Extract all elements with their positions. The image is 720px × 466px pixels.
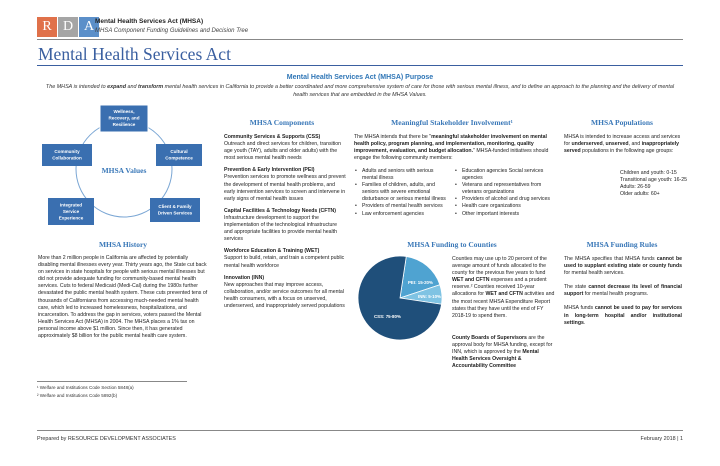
svg-text:Community: Community: [54, 149, 80, 154]
svg-text:Experience: Experience: [58, 215, 84, 221]
pie-label: CSS: 75-80%: [374, 314, 401, 319]
list-item: • Education agencies Social services agencies: [454, 168, 556, 182]
age-group: Transitional age youth: 16-25: [620, 177, 687, 184]
components-heading: MHSA Components: [249, 118, 315, 127]
svg-text:Cultural: Cultural: [170, 149, 188, 154]
values-heading: MHSA Values: [101, 166, 147, 175]
component-pei: Prevention & Early Intervention (PEI) Prevention services to promote wellness and prevent the development of mental health problems, and early intervention services to screen and intervene in early signs of mental health issues: [224, 167, 346, 202]
funding-rule-1: The MHSA specifies that MHSA funds cannot be used to supplant existing state or county funds for mental health services.: [564, 256, 683, 277]
title-divider: [37, 65, 683, 66]
footnote-1: ¹ Welfare and Institutions Code Section 5848(a): [37, 385, 134, 390]
list-item: • Health care organizations: [454, 203, 556, 210]
logo-letter-a: A: [79, 17, 99, 37]
svg-text:Client & Family: Client & Family: [158, 204, 192, 209]
component-cftn: Capital Facilities & Technology Needs (CFTN) Infrastructure development to support the implementation of the technological infrastructure and appropriate facilities to provide mental health services: [224, 207, 338, 243]
values-diagram: [38, 103, 210, 233]
page-title: Mental Health Services Act: [38, 44, 231, 64]
svg-text:Wellness,: Wellness,: [113, 109, 135, 114]
component-inn: Innovation (INN) New approaches that may improve access, collaboration, and/or service outcomes for all mental health consumers, with a focus on unserved, underserved, and inappropriately served populations: [224, 274, 345, 309]
list-item: • Providers of mental health services: [354, 203, 450, 210]
stakeholder-heading: Meaningful Stakeholder Involvement¹: [391, 118, 513, 127]
logo-letter-d: D: [58, 17, 78, 37]
pie-label: PEI: 15-20%: [408, 280, 433, 285]
footnote-divider: [37, 381, 187, 382]
funding-counties-heading: MHSA Funding to Counties: [407, 240, 497, 249]
value-node-integrated: [48, 198, 94, 225]
svg-text:Integrated: Integrated: [59, 202, 83, 208]
funding-rules-heading: MHSA Funding Rules: [586, 240, 658, 249]
logo-letter-r: R: [37, 17, 57, 37]
funding-counties-text2: County Boards of Supervisors are the approval body for MHSA funding, except for INN, which is approved by the Mental Health Services Oversight & Accountability Committee: [452, 335, 553, 370]
list-item: • Adults and seniors with serious mental illness: [354, 168, 450, 182]
header-subtitle: MHSA Component Funding Guidelines and Decision Tree: [95, 28, 249, 34]
populations-age-groups: [620, 170, 690, 198]
history-text: More than 2 million people in California are affected by potentially disabling mental illnesses every year. Thirty years ago, the State cut back on services in state hospitals for people with serious mental illnesses but did not provide adequate funding for community-based mental health services. Cuts to federal Medicaid (Medi-Cal) during the 1980s further devastated the public mental health system. These cuts prevented tens of thousands of Californians from accessing much-needed mental health care, which led to increased homelessness, hospitalizations, and incarceration. To address the gap in services, voters passed the Mental Health Services Act (MHSA) in 2004. The MHSA places a 1% tax on personal income above $1 million. Since then, it has generated approximately $8 billion for the public mental health care system.: [38, 255, 208, 340]
header-title: Mental Health Services Act (MHSA): [95, 18, 204, 25]
populations-heading: MHSA Populations: [591, 118, 653, 127]
history-heading: MHSA History: [98, 240, 148, 249]
stakeholder-list-right: [454, 168, 556, 218]
value-node-cultural: [156, 144, 202, 166]
header-divider: [37, 39, 683, 40]
funding-counties-text1: Counties may use up to 20 percent of the average amount of funds allocated to the county for the previous five years to fund WET and CFTN expenses and a prudent reserve.² Counties received 10-year allocations for WET and CFTN activities and the most recent MHSA Expenditure Report states that they have until the end of FY 2018-19 to spend them.: [452, 256, 555, 319]
value-node-wellness: [100, 105, 148, 132]
components-list: [224, 134, 346, 310]
rda-logo: [37, 17, 100, 37]
value-node-community: [42, 144, 92, 166]
list-item: • Law enforcement agencies: [354, 211, 450, 218]
list-item: • Providers of alcohol and drug services: [454, 196, 556, 203]
svg-text:Service: Service: [62, 209, 80, 214]
footnote-2: ² Welfare and Institutions Code 5892(b): [37, 393, 118, 398]
svg-text:Competence: Competence: [165, 155, 193, 161]
populations-intro: MHSA is intended to increase access and services for underserved, unserved, and inappropriately served populations in the following age groups:: [564, 134, 681, 155]
funding-rule-2: The state cannot decrease its level of financial support for mental health programs.: [564, 284, 682, 298]
footer-divider: [37, 430, 683, 431]
funding-rule-3: MHSA funds cannot be used to pay for services in long-term hospital and/or institutional settings.: [564, 305, 682, 326]
funding-pie-chart: [356, 254, 444, 342]
stakeholder-intro: The MHSA intends that there be "meaningful stakeholder involvement on mental health policy, program planning, and implementation, monitoring, quality improvement, evaluation, and budget allocation." MHSA-funded initiatives should engage the following community members:: [354, 134, 549, 162]
value-node-client-family: [150, 198, 200, 222]
stakeholder-list-left: [354, 168, 450, 218]
purpose-text: The MHSA is intended to expand and transform mental health services in California to provide a better coordinated and more comprehensive system of care for those with serious mental illness, and to define an approach to the planning and the delivery of mental health services that are embedded in the MHSA Values.: [45, 84, 675, 98]
pie-label: INN: 5-10%: [418, 294, 441, 299]
svg-text:Resilience: Resilience: [112, 122, 136, 127]
age-group: Children and youth: 0-15: [620, 170, 677, 176]
svg-text:Collaboration: Collaboration: [52, 155, 82, 161]
age-group: Older adults: 60+: [620, 191, 660, 198]
prepared-by: Prepared by RESOURCE DEVELOPMENT ASSOCIATES: [37, 436, 176, 442]
purpose-heading: Mental Health Services Act (MHSA) Purpose: [286, 74, 434, 81]
list-item: • Veterans and representatives from veterans organizations: [454, 182, 556, 196]
svg-text:Driven Services: Driven Services: [157, 210, 193, 216]
age-group: Adults: 26-59: [620, 184, 651, 191]
list-item: • Families of children, adults, and seniors with severe emotional disturbance or serious mental illness: [354, 182, 450, 203]
funding-rules-text: [564, 256, 682, 327]
page-date: February 2018 | 1: [640, 436, 683, 442]
list-item: • Other important interests: [454, 211, 556, 218]
svg-text:Recovery, and: Recovery, and: [108, 115, 140, 121]
component-wet: Workforce Education & Training (WET) Support to build, retain, and train a competent public mental health workforce: [224, 248, 345, 269]
component-css: Community Services & Supports (CSS) Outreach and direct services for children, transition age youth (TAY), adults and older adults) with the most serious mental health needs: [224, 134, 342, 162]
